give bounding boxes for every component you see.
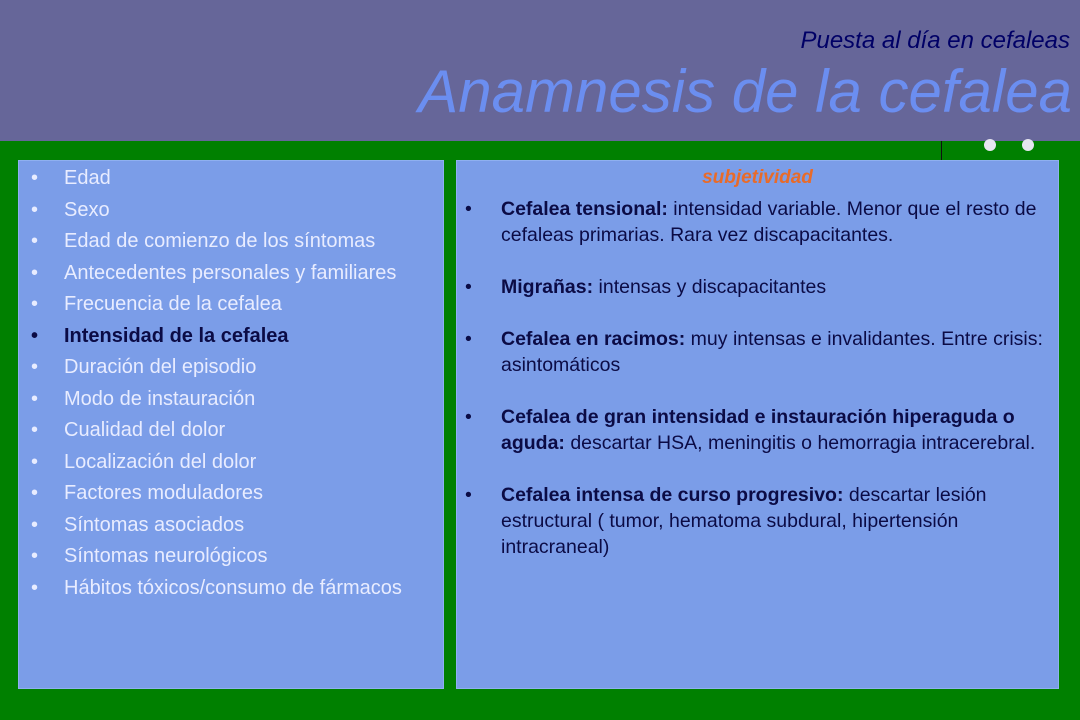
item-term: Cefalea tensional:: [501, 198, 668, 220]
intensity-detail-panel: [456, 160, 1059, 689]
list-item: • Sexo: [19, 197, 443, 223]
list-item: • Frecuencia de la cefalea: [19, 291, 443, 317]
anamnesis-list-panel: [18, 160, 444, 689]
list-item: • Intensidad de la cefalea: [19, 323, 443, 349]
item-term: Migrañas:: [501, 276, 594, 298]
decorative-line: [941, 141, 942, 161]
list-item: • Edad de comienzo de los síntomas: [19, 228, 443, 254]
header-bar: [0, 0, 1080, 141]
list-item: • Síntomas neurológicos: [19, 543, 443, 569]
slide-title: Anamnesis de la cefalea: [418, 58, 1072, 125]
intensity-list: [457, 196, 1058, 560]
anamnesis-list: [19, 161, 443, 601]
decorative-dot: [1022, 139, 1034, 151]
item-text: descartar HSA, meningitis o hemorragia intracerebral.: [564, 432, 1036, 454]
item-term: Cefalea en racimos:: [501, 328, 686, 350]
list-item: • Hábitos tóxicos/consumo de fármacos: [19, 575, 443, 601]
list-item: [457, 196, 1058, 248]
list-item: [457, 326, 1058, 378]
list-item: [457, 274, 1058, 300]
list-item: • Síntomas asociados: [19, 512, 443, 538]
item-term: Cefalea intensa de curso progresivo:: [501, 484, 844, 506]
item-text: descartar lesión estructural ( tumor, hematoma subdural, hipertensión intracraneal): [501, 484, 987, 558]
item-term: Cefalea de gran intensidad e instauración hiperaguda o aguda:: [501, 406, 1015, 454]
list-item: • Localización del dolor: [19, 449, 443, 475]
list-item: • Edad: [19, 165, 443, 191]
item-text: intensidad variable. Menor que el resto de cefaleas primarias. Rara vez discapacitantes.: [501, 198, 1037, 246]
list-item: • Modo de instauración: [19, 386, 443, 412]
list-item: • Factores moduladores: [19, 480, 443, 506]
list-item: [457, 482, 1058, 560]
list-item: [457, 404, 1058, 456]
item-text: muy intensas e invalidantes. Entre crisis: asintomáticos: [501, 328, 1043, 376]
decorative-dot: [984, 139, 996, 151]
item-text: intensas y discapacitantes: [593, 276, 827, 298]
slide-subtitle: Puesta al día en cefaleas: [800, 27, 1070, 54]
panel-heading: subjetividad: [702, 167, 813, 188]
list-item: • Cualidad del dolor: [19, 417, 443, 443]
list-item: • Duración del episodio: [19, 354, 443, 380]
list-item: • Antecedentes personales y familiares: [19, 260, 443, 286]
